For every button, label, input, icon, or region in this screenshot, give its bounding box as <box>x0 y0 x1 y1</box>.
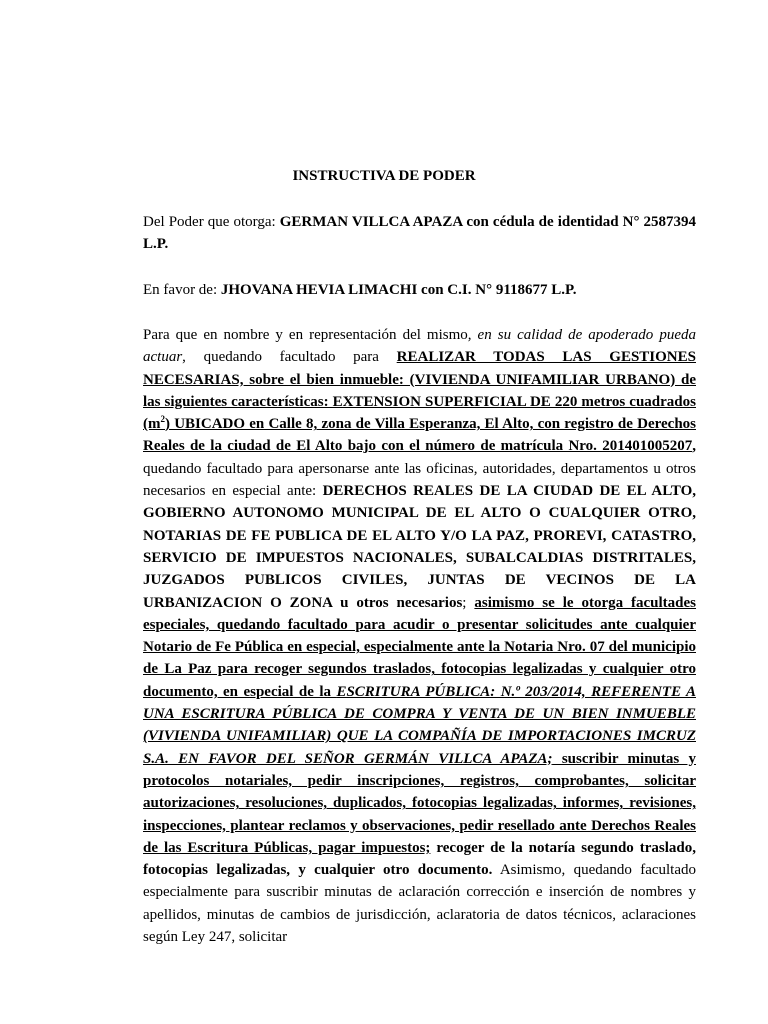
body-text-faculty: , quedando facultado para <box>182 349 397 366</box>
body-text-authorities-intro: quedando facultado para apersonarse ante las oficinas, autoridades, departamentos u otros necesarios en especial ante: <box>143 460 696 500</box>
grantor-label: Del Poder que otorga: <box>143 214 280 230</box>
favor-paragraph <box>143 279 696 301</box>
body-text-special-powers: asimismo se le otorga facultades especiales, quedando facultado para acudir o presentar solicitudes ante cualquier Notario de Fe Pública en especial, especialmente ante la Notaria Nro. 07 del municipio de La Paz para recoger segundos traslados, fotocopias legalizadas y cualquier otro documento, en especial de la <box>143 594 697 700</box>
body-text-procedures: suscribir minutas y protocolos notariales, pedir inscripciones, registros, comprobantes, solicitar autorizaciones, resoluciones, duplicados, fotocopias legalizadas, informes, revisiones, inspecciones, plantear reclamos y observaciones, pedir resellado ante Derechos Reales de las Escritura Públicas, pagar impuestos; <box>143 750 697 856</box>
document-title: INSTRUCTIVA DE PODER <box>292 168 476 184</box>
favor-label: En favor de: <box>143 282 221 298</box>
body-paragraph <box>143 324 696 948</box>
body-text-capacity: , en su calidad de apoderado pueda actuar <box>143 327 696 366</box>
grantor-paragraph <box>143 211 696 256</box>
grantor-name: GERMAN VILLCA APAZA con cédula de identidad N° 2587394 L.P. <box>143 214 697 253</box>
body-text-location: ) UBICADO en Calle 8, zona de Villa Esperanza, El Alto, con registro de Derechos Reales de la ciudad de El Alto bajo con el número de matrícula Nro. 201401005207 <box>143 416 696 455</box>
body-text-property: REALIZAR TODAS LAS GESTIONES NECESARIAS, sobre el bien inmueble: (VIVIENDA UNIFAMILIAR URBANO) de las siguientes características: EXTENSION SUPERFICIAL DE 220 metros cuadrados (m <box>143 349 696 433</box>
body-text-superscript: 2 <box>160 414 165 425</box>
favor-name: JHOVANA HEVIA LIMACHI con C.I. N° 9118677 L.P. <box>220 282 577 298</box>
body-text-authorities: DERECHOS REALES DE LA CIUDAD DE EL ALTO, GOBIERNO AUTONOMO MUNICIPAL DE EL ALTO O CUALQUIER OTRO, NOTARIAS DE FE PUBLICA DE EL ALTO Y/O LA PAZ, PROREVI, CATASTRO, SERVICIO DE IMPUESTOS NACIONALES, SUBALCALDIAS DISTRITALES, JUZGADOS PUBLICOS CIVILES, JUNTAS DE VECINOS DE LA URBANIZACION O ZONA u otros necesarios <box>143 483 696 611</box>
body-text-intro: Para que en nombre y en representación del mismo <box>143 327 468 343</box>
body-text-additional: Asimismo, quedando facultado especialmente para suscribir minutas de aclaración corrección e inserción de nombres y apellidos, minutas de cambios de jurisdicción, aclaratoria de datos técnicos, aclaraciones según Ley 247, solicitar <box>143 862 696 946</box>
body-text-semicolon: ; <box>462 594 475 611</box>
body-text-collect: recoger de la notaría segundo traslado, fotocopias legalizadas, y cualquier otro documento. <box>143 839 696 879</box>
body-text-deed: ESCRITURA PÚBLICA: N.º 203/2014, REFERENTE A UNA ESCRITURA PÚBLICA DE COMPRA Y VENTA DE UN BIEN INMUEBLE (VIVIENDA UNIFAMILIAR) QUE LA COMPAÑÍA DE IMPORTACIONES IMCRUZ S.A. EN FAVOR DEL SEÑOR GERMÁN VILLCA APAZA; <box>143 683 696 767</box>
body-text-comma: , <box>692 438 696 455</box>
